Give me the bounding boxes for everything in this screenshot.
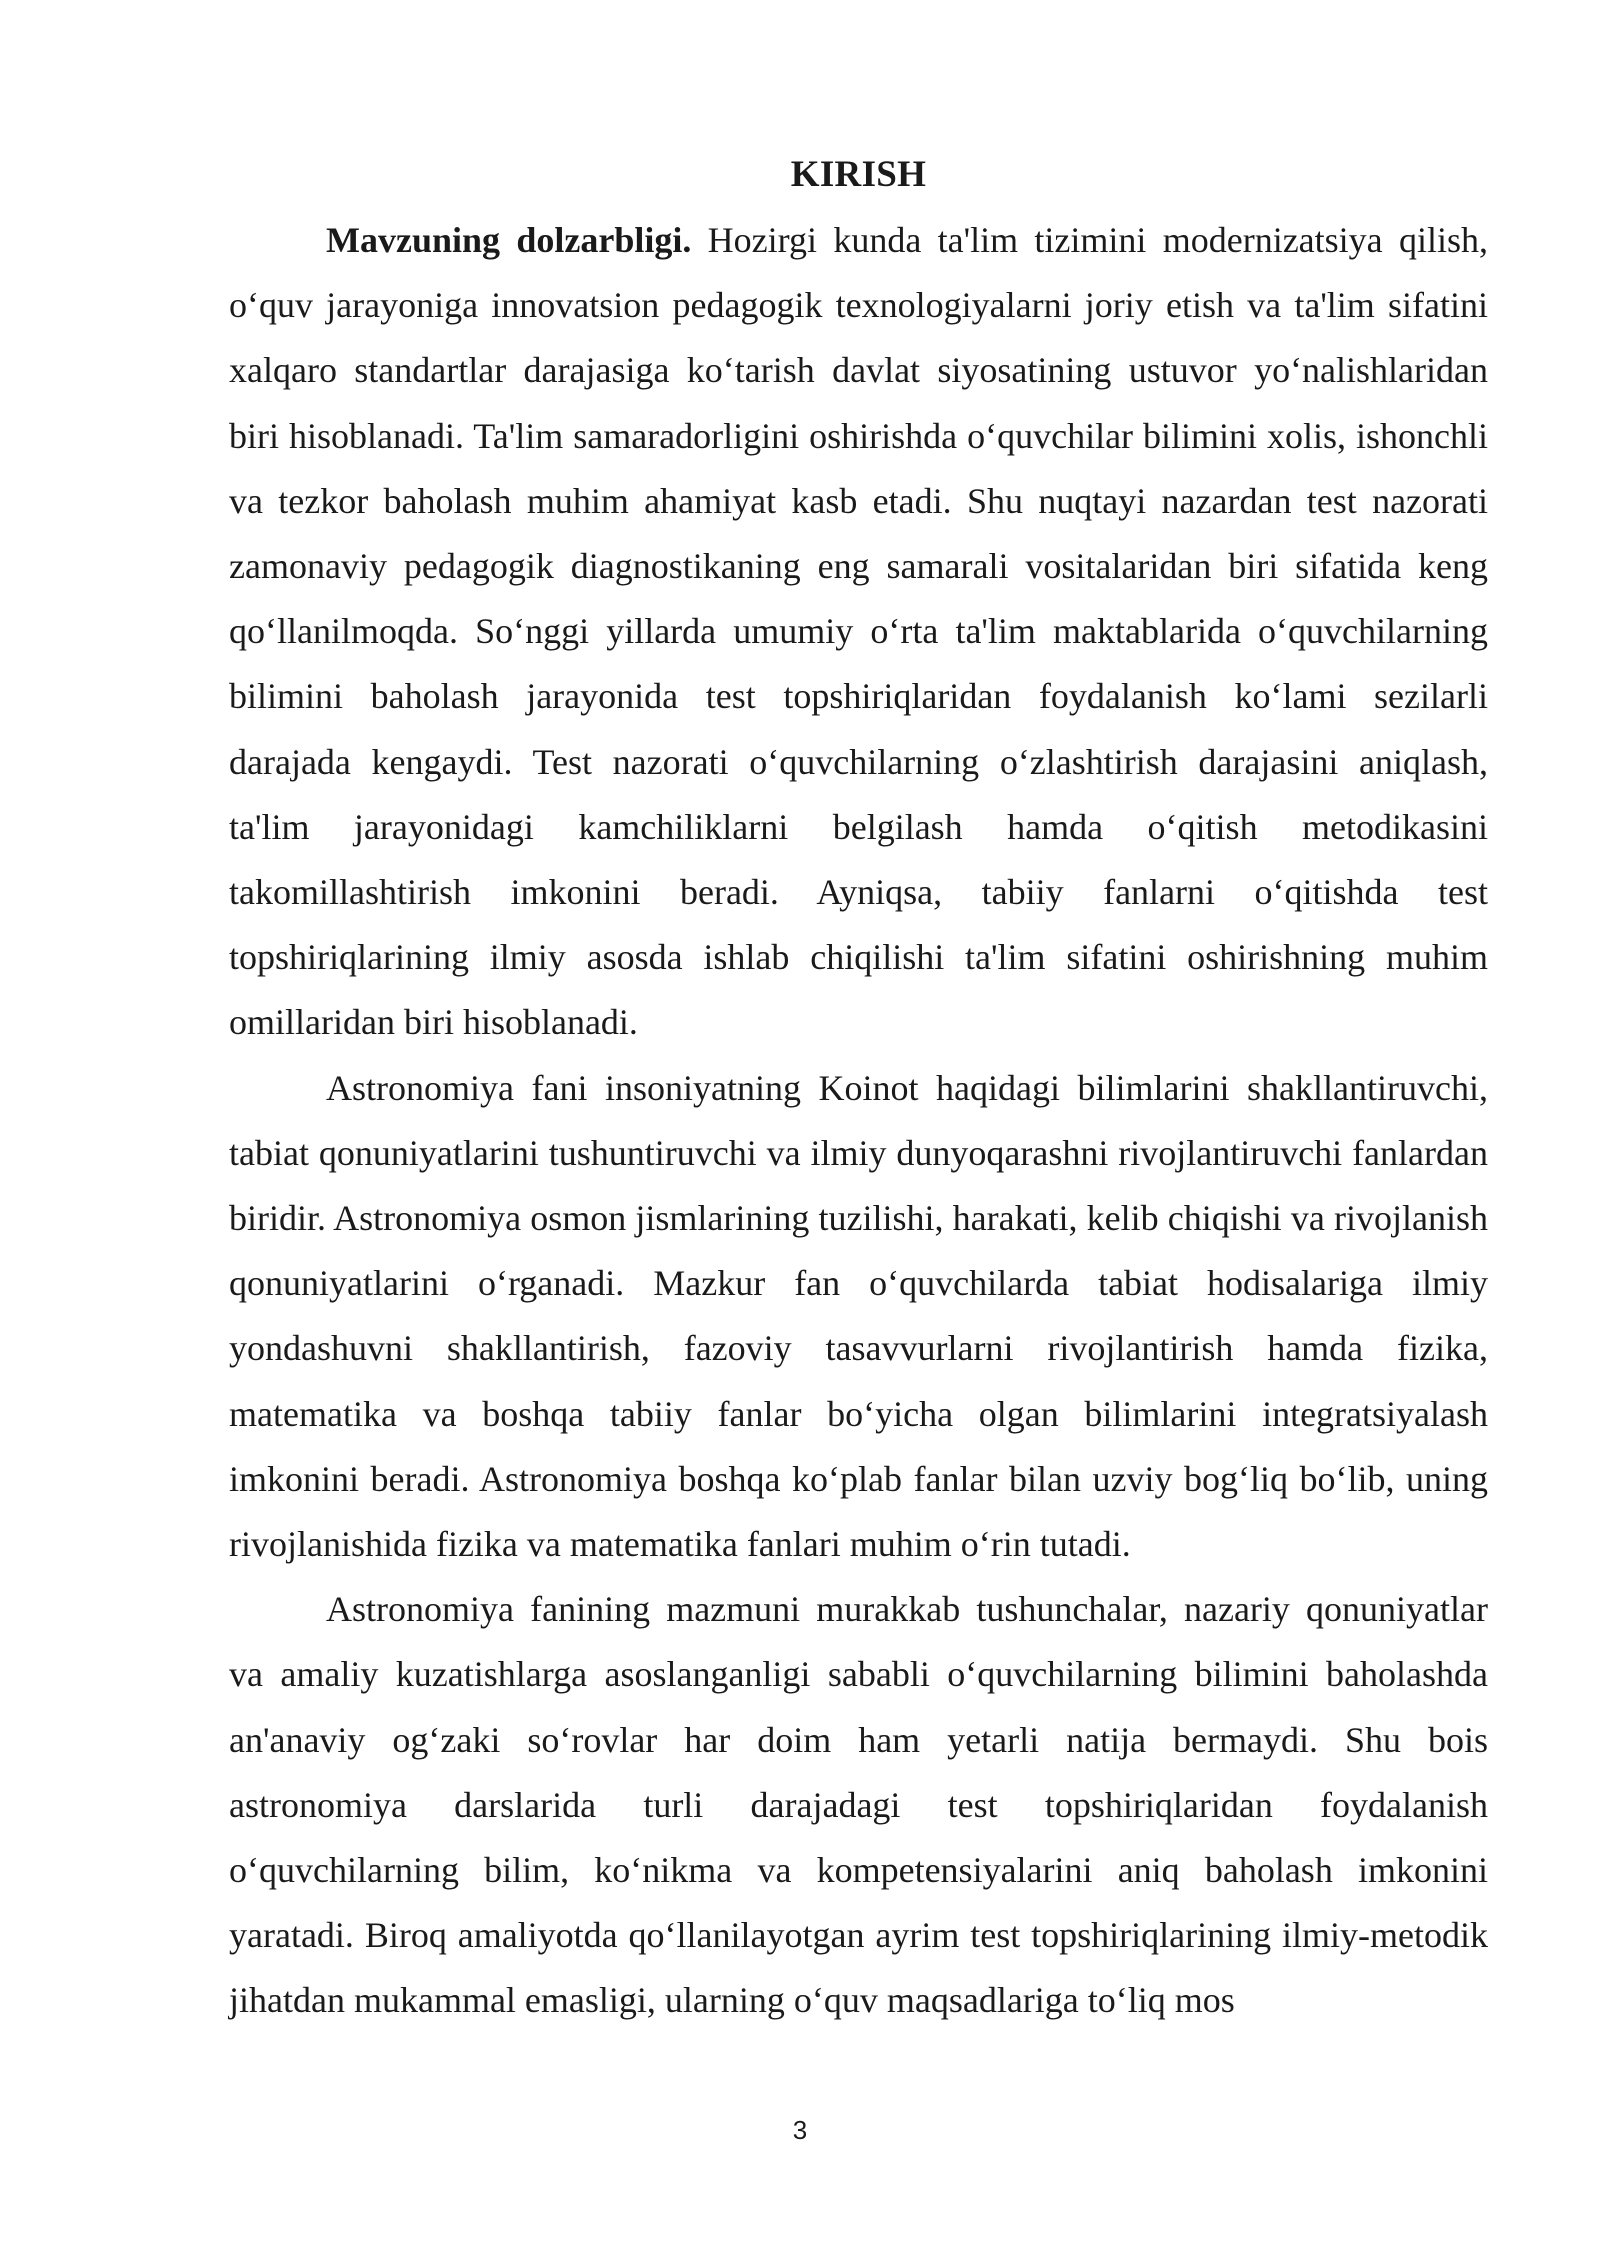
paragraph-text: Astronomiya fanining mazmuni murakkab tushunchalar, nazariy qonuniyatlar va amaliy kuzatishlarga asoslanganligi sababli o‘quvchilarning bilimini baholashda an'anaviy og‘zaki so‘rovlar har doim ham yetarli natija bermaydi. Shu bois astronomiya darslarida turli darajadagi test topshiriqlaridan foydalanish o‘quvchilarning bilim, ko‘nikma va kompetensiyalarini aniq baholash imkonini yaratadi. Biroq amaliyotda qo‘llanilayotgan ayrim test topshiriqlarining ilmiy-metodik jihatdan mukammal emasligi, ularning o‘quv maqsadlariga to‘liq mos: [229, 1589, 1488, 2021]
page-number: 3: [792, 2115, 808, 2145]
paragraph-lead-heading: Mavzuning dolzarbligi.: [326, 220, 692, 260]
paragraph-text: Astronomiya fani insoniyatning Koinot haqidagi bilimlarini shakllantiruvchi, tabiat qonuniyatlarini tushuntiruvchi va ilmiy dunyoqarashni rivojlantiruvchi fanlardan biridir. Astronomiya osmon jismlarining tuzilishi, harakati, kelib chiqishi va rivojlanish qonuniyatlarini o‘rganadi. Mazkur fan o‘quvchilarda tabiat hodisalariga ilmiy yondashuvni shakllantirish, fazoviy tasavvurlarni rivojlantirish hamda fizika, matematika va boshqa tabiiy fanlar bo‘yicha olgan bilimlarini integratsiyalash imkonini beradi. Astronomiya boshqa ko‘plab fanlar bilan uzviy bog‘liq bo‘lib, uning rivojlanishida fizika va matematika fanlari muhim o‘rin tutadi.: [229, 1067, 1488, 1565]
paragraph-text: Hozirgi kunda ta'lim tizimini modernizatsiya qilish, o‘quv jarayoniga innovatsion pedagogik texnologiyalarni joriy etish va ta'lim sifatini xalqaro standartlar darajasiga ko‘tarish davlat siyosatining ustuvor yo‘nalishlaridan biri hisoblanadi. Ta'lim samaradorligini oshirishda o‘quvchilar bilimini xolis, ishonchli va tezkor baholash muhim ahamiyat kasb etadi. Shu nuqtayi nazardan test nazorati zamonaviy pedagogik diagnostikaning eng samarali vositalaridan biri sifatida keng qo‘llanilmoqda. So‘nggi yillarda umumiy o‘rta ta'lim maktablarida o‘quvchilarning bilimini baholash jarayonida test topshiriqlaridan foydalanish ko‘lami sezilarli darajada kengaydi. Test nazorati o‘quvchilarning o‘zlashtirish darajasini aniqlash, ta'lim jarayonidagi kamchiliklarni belgilash hamda o‘qitish metodikasini takomillashtirish imkonini beradi. Ayniqsa, tabiiy fanlarni o‘qitishda test topshiriqlarining ilmiy asosda ishlab chiqilishi ta'lim sifatini oshirishning muhim omillaridan biri hisoblanadi.: [229, 220, 1488, 1043]
paragraph-relevance: [229, 208, 1488, 1056]
section-title: KIRISH: [790, 154, 927, 195]
paragraph-astronomy-subject: [229, 1056, 1488, 1578]
paragraph-astronomy-assessment: [229, 1577, 1488, 2033]
page-content: [229, 148, 1488, 2034]
